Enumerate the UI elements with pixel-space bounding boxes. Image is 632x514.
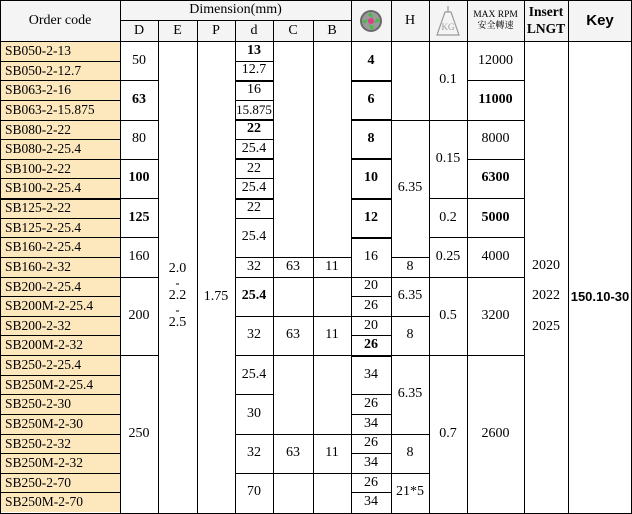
B-cell <box>313 473 351 512</box>
teeth-cell: 10 <box>364 170 378 186</box>
header-kg <box>429 0 467 41</box>
grid-line <box>351 473 392 474</box>
grid-line <box>313 473 352 474</box>
grid-line <box>235 218 274 219</box>
order-code-cell: SB100-2-25.4 <box>0 178 120 198</box>
order-code-cell: SB125-2-25.4 <box>0 218 120 238</box>
grid-line <box>0 198 121 200</box>
grid-line <box>120 277 159 278</box>
order-code-cell: SB050-2-13 <box>0 41 120 61</box>
B-cell: 11 <box>325 445 339 461</box>
teeth-cell: 20 <box>364 278 378 294</box>
grid-line <box>429 237 468 238</box>
teeth-cell: 26 <box>364 297 378 313</box>
grid-line <box>0 453 121 454</box>
teeth-cell: 34 <box>364 415 378 431</box>
H-cell <box>391 41 429 120</box>
D-cell: 200 <box>128 307 150 323</box>
order-code-cell: SB160-2-25.4 <box>0 237 120 257</box>
insert-label: Insert <box>528 3 564 19</box>
insert-cell <box>524 41 568 512</box>
grid-line <box>0 335 121 336</box>
grid-line <box>313 277 352 278</box>
grid-line <box>0 277 121 278</box>
d-cell: 16 <box>247 82 261 98</box>
E-value: - <box>175 275 180 290</box>
D-cell: 160 <box>128 248 150 264</box>
order-code-cell: SB080-2-22 <box>0 120 120 140</box>
order-code-cell: SB063-2-15.875 <box>0 100 120 120</box>
grid-line <box>313 20 314 514</box>
H-cell: 6.35 <box>397 288 423 304</box>
grid-line <box>235 61 274 62</box>
H-cell: 8 <box>406 327 414 343</box>
grid-line <box>351 394 392 395</box>
D-cell: 100 <box>128 170 150 186</box>
grid-line <box>235 473 274 474</box>
C-cell: 63 <box>286 327 300 343</box>
d-cell: 12.7 <box>241 62 267 78</box>
header-insert <box>524 0 568 41</box>
C-cell <box>273 277 313 316</box>
teeth-cell: 34 <box>364 494 378 510</box>
d-cell: 25.4 <box>241 366 267 382</box>
grid-line <box>351 453 392 454</box>
header-D: D <box>120 20 158 41</box>
grid-line <box>273 355 314 356</box>
grid-line <box>0 0 632 1</box>
grid-line <box>429 355 468 356</box>
grid-line <box>235 178 274 179</box>
kg-cell: 0.2 <box>439 209 457 225</box>
rpm-cell: 3200 <box>481 307 510 323</box>
kg-cell: 0.7 <box>439 425 457 441</box>
grid-line <box>391 257 430 258</box>
E-value: - <box>175 302 180 317</box>
rpm-cell: 4000 <box>481 248 510 264</box>
teeth-cell: 20 <box>364 317 378 333</box>
grid-line <box>120 120 159 121</box>
grid-line <box>429 277 468 278</box>
grid-line <box>391 473 430 474</box>
grid-line <box>313 257 352 258</box>
d-cell: 15.875 <box>236 102 272 118</box>
grid-line <box>467 120 525 121</box>
grid-line <box>235 198 274 200</box>
d-cell: 25.4 <box>241 140 267 156</box>
kg-cell: 0.15 <box>435 150 461 166</box>
grid-line <box>351 80 392 82</box>
grid-line <box>351 316 392 317</box>
grid-line <box>0 218 121 219</box>
grid-line <box>391 434 430 435</box>
teeth-cell: 26 <box>364 396 378 412</box>
grid-line <box>467 237 525 238</box>
grid-line <box>235 139 274 140</box>
grid-line <box>313 316 352 317</box>
rpm-cell: 5000 <box>481 209 510 225</box>
rpm-label-zh: 安全轉速 <box>477 20 514 31</box>
kg-cell: 0.25 <box>435 248 461 264</box>
grid-line <box>273 20 274 514</box>
order-code-cell: SB250-2-30 <box>0 394 120 414</box>
grid-line <box>0 61 121 62</box>
order-code-cell: SB080-2-25.4 <box>0 139 120 159</box>
grid-line <box>0 257 121 258</box>
order-code-cell: SB160-2-32 <box>0 257 120 277</box>
grid-line <box>313 355 352 356</box>
grid-line <box>351 414 392 415</box>
grid-line <box>273 434 314 435</box>
E-cell <box>158 41 197 512</box>
E-value: 2.0 <box>168 260 187 276</box>
B-cell: 11 <box>325 258 339 274</box>
rpm-cell: 11000 <box>478 91 513 107</box>
kg-text: KG <box>441 21 455 32</box>
grid-line <box>235 394 274 395</box>
rpm-cell: 2600 <box>481 425 510 441</box>
rpm-cell: 12000 <box>478 52 513 68</box>
order-code-cell: SB250-2-70 <box>0 473 120 493</box>
B-cell: 11 <box>325 327 339 343</box>
insert-value: 2025 <box>532 318 560 334</box>
order-code-cell: SB250M-2-30 <box>0 414 120 434</box>
teeth-cell: 34 <box>364 366 378 382</box>
D-cell: 80 <box>132 131 146 147</box>
grid-line <box>467 159 525 160</box>
D-cell: 250 <box>128 425 150 441</box>
teeth-cell: 34 <box>364 454 378 470</box>
grid-line <box>197 20 198 514</box>
kg-cell: 0.5 <box>439 307 457 323</box>
grid-line <box>0 355 121 356</box>
B-cell <box>313 41 351 257</box>
order-code-cell: SB250M-2-70 <box>0 492 120 512</box>
H-cell: 6.35 <box>397 180 423 196</box>
grid-line <box>235 277 274 278</box>
header-dimension: Dimension(mm) <box>120 0 351 20</box>
grid-line <box>351 335 392 336</box>
grid-line <box>467 277 525 278</box>
grid-line <box>0 178 121 179</box>
d-cell: 32 <box>247 445 261 461</box>
grid-line <box>0 120 121 121</box>
rpm-cell: 6300 <box>481 170 510 186</box>
D-cell: 125 <box>128 209 150 225</box>
grid-line <box>235 119 274 121</box>
d-cell: 70 <box>247 484 261 500</box>
cutter-icon <box>359 9 383 33</box>
insert-value: 2020 <box>532 258 560 274</box>
d-cell: 22 <box>247 199 261 215</box>
order-code-cell: SB100-2-22 <box>0 159 120 179</box>
teeth-cell: 8 <box>367 131 375 147</box>
C-cell: 63 <box>286 445 300 461</box>
grid-line <box>0 80 121 81</box>
order-code-cell: SB200M-2-25.4 <box>0 296 120 316</box>
grid-line <box>351 277 392 278</box>
H-cell: 8 <box>406 258 414 274</box>
grid-line <box>0 394 121 395</box>
grid-line <box>0 375 121 376</box>
teeth-cell: 26 <box>364 337 378 353</box>
teeth-cell: 6 <box>367 91 375 107</box>
grid-line <box>235 158 274 160</box>
header-key: Key <box>568 0 632 41</box>
B-cell <box>313 355 351 434</box>
grid-line <box>273 473 314 474</box>
d-cell: 30 <box>247 405 261 421</box>
grid-line <box>391 120 430 121</box>
grid-line <box>0 237 121 238</box>
grid-line <box>351 119 392 121</box>
grid-line <box>351 355 392 357</box>
grid-line <box>235 434 274 435</box>
d-cell: 13 <box>247 42 261 58</box>
E-value: 2.5 <box>168 315 187 331</box>
grid-line <box>429 198 468 199</box>
grid-line <box>235 20 236 514</box>
grid-line <box>351 237 392 239</box>
P-cell: 1.75 <box>203 288 229 304</box>
d-cell: 25.4 <box>241 288 267 304</box>
d-cell: 25.4 <box>241 229 267 245</box>
d-cell: 32 <box>247 258 261 274</box>
d-cell: 25.4 <box>241 180 267 196</box>
grid-line <box>391 277 430 278</box>
grid-line <box>120 355 159 356</box>
grid-line <box>0 41 632 42</box>
grid-line <box>313 434 352 435</box>
header-C: C <box>273 20 313 41</box>
teeth-cell: 4 <box>367 52 375 68</box>
insert-value: 2022 <box>532 288 560 304</box>
teeth-cell: 12 <box>364 209 378 225</box>
grid-line <box>351 158 392 160</box>
D-cell: 50 <box>132 52 146 68</box>
D-cell: 63 <box>132 91 146 107</box>
H-cell: 21*5 <box>396 484 424 500</box>
order-code-cell: SB250-2-25.4 <box>0 355 120 375</box>
d-cell: 22 <box>247 121 261 137</box>
rpm-cell: 8000 <box>481 131 510 147</box>
header-P: P <box>197 20 235 41</box>
d-cell: 32 <box>247 327 261 343</box>
order-code-cell: SB063-2-16 <box>0 80 120 100</box>
header-d: d <box>235 20 273 41</box>
kg-cell: 0.1 <box>439 72 457 88</box>
insert-type: LNGT <box>526 20 566 36</box>
grid-line <box>273 316 314 317</box>
d-cell: 22 <box>247 160 261 176</box>
rpm-label-en: MAX RPM <box>473 9 518 20</box>
order-code-cell: SB250M-2-25.4 <box>0 375 120 395</box>
grid-line <box>120 159 159 160</box>
grid-line <box>158 20 159 514</box>
header-rpm <box>467 0 524 41</box>
grid-line <box>0 316 121 317</box>
header-H: H <box>391 0 429 41</box>
grid-line <box>524 0 525 514</box>
order-code-cell: SB050-2-12.7 <box>0 61 120 81</box>
order-code-cell: SB200M-2-32 <box>0 335 120 355</box>
grid-line <box>0 414 121 415</box>
key-cell: 150.10-30 <box>570 289 630 304</box>
H-cell: 6.35 <box>397 386 423 402</box>
C-cell: 63 <box>286 258 300 274</box>
grid-line <box>0 434 121 435</box>
grid-line <box>120 237 159 238</box>
grid-line <box>0 139 121 140</box>
header-teeth <box>351 0 391 41</box>
grid-line <box>0 492 121 493</box>
header-E: E <box>158 20 197 41</box>
teeth-cell: 26 <box>364 435 378 451</box>
grid-line <box>351 198 392 200</box>
grid-line <box>235 316 274 317</box>
grid-line <box>467 80 525 81</box>
grid-line <box>235 355 274 356</box>
order-code-cell: SB250M-2-32 <box>0 453 120 473</box>
order-code-cell: SB200-2-32 <box>0 316 120 336</box>
grid-line <box>429 120 468 121</box>
grid-line <box>467 0 468 514</box>
grid-line <box>0 296 121 297</box>
grid-line <box>235 80 274 82</box>
header-B: B <box>313 20 351 41</box>
grid-line <box>351 296 392 297</box>
grid-line <box>467 198 525 199</box>
grid-line <box>273 257 314 258</box>
B-cell <box>313 277 351 316</box>
H-cell: 8 <box>406 445 414 461</box>
grid-line <box>235 257 274 258</box>
grid-line <box>467 355 525 356</box>
grid-line <box>120 80 159 81</box>
grid-line <box>0 159 121 160</box>
C-cell <box>273 41 313 257</box>
grid-line <box>391 355 430 356</box>
C-cell <box>273 473 313 512</box>
grid-line <box>0 100 121 101</box>
teeth-cell: 16 <box>364 248 378 264</box>
grid-line <box>351 434 392 435</box>
order-code-cell: SB200-2-25.4 <box>0 277 120 297</box>
order-code-cell: SB250-2-32 <box>0 434 120 454</box>
teeth-cell: 26 <box>364 474 378 490</box>
grid-line <box>568 0 569 514</box>
grid-line <box>273 277 314 278</box>
grid-line <box>235 100 274 101</box>
header-order-code: Order code <box>0 0 120 41</box>
weight-icon <box>435 4 461 38</box>
order-code-cell: SB125-2-22 <box>0 198 120 218</box>
C-cell <box>273 355 313 434</box>
grid-line <box>351 492 392 493</box>
grid-line <box>391 316 430 317</box>
E-value: 2.2 <box>168 288 187 304</box>
grid-line <box>120 198 159 199</box>
grid-line <box>0 473 121 474</box>
